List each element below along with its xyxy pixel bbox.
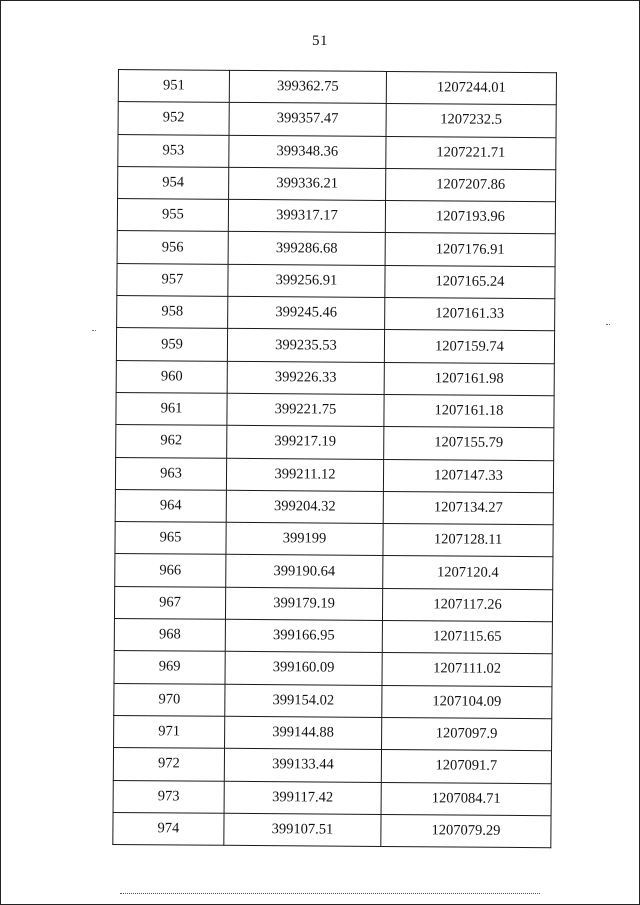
table-row: [115, 489, 553, 525]
y-coordinate-cell: 1207155.79: [384, 427, 554, 461]
x-coordinate-cell: 399154.02: [225, 684, 382, 717]
point-number-cell: 967: [114, 586, 225, 619]
table-row: [115, 522, 553, 558]
table-row: [113, 748, 551, 784]
point-number-cell: 970: [114, 683, 225, 716]
y-coordinate-cell: 1207161.98: [384, 362, 554, 396]
y-coordinate-cell: 1207117.26: [382, 588, 552, 622]
scan-speck: [606, 324, 610, 325]
bottom-scan-line: [120, 893, 540, 894]
point-number-cell: 964: [115, 489, 226, 522]
y-coordinate-cell: 1207161.33: [385, 298, 555, 332]
table-row: [118, 134, 556, 170]
y-coordinate-cell: 1207207.86: [386, 168, 556, 202]
table-row: [114, 651, 552, 687]
y-coordinate-cell: 1207147.33: [383, 459, 553, 493]
page-number: 51: [312, 33, 328, 49]
table-row: [115, 457, 553, 493]
table-row: [117, 199, 555, 235]
table-row: [117, 296, 555, 332]
table-row: [116, 392, 554, 428]
x-coordinate-cell: 399362.75: [229, 70, 386, 103]
y-coordinate-cell: 1207128.11: [383, 524, 553, 558]
x-coordinate-cell: 399336.21: [229, 167, 386, 200]
table-row: [117, 263, 555, 299]
x-coordinate-cell: 399357.47: [229, 103, 386, 136]
x-coordinate-cell: 399144.88: [225, 716, 382, 749]
coordinate-table-body: [113, 70, 557, 848]
y-coordinate-cell: 1207134.27: [383, 491, 553, 525]
x-coordinate-cell: 399133.44: [224, 749, 381, 782]
y-coordinate-cell: 1207193.96: [385, 201, 555, 235]
table-row: [118, 102, 556, 138]
y-coordinate-cell: 1207176.91: [385, 233, 555, 267]
x-coordinate-cell: 399235.53: [227, 329, 384, 362]
y-coordinate-cell: 1207244.01: [386, 71, 556, 105]
table-row: [118, 166, 556, 202]
point-number-cell: 952: [118, 102, 229, 135]
coordinate-table: [112, 69, 557, 848]
table-row: [116, 425, 554, 461]
x-coordinate-cell: 399107.51: [224, 813, 381, 846]
table-row: [114, 619, 552, 655]
point-number-cell: 959: [116, 328, 227, 361]
y-coordinate-cell: 1207120.4: [383, 556, 553, 590]
x-coordinate-cell: 399166.95: [225, 619, 382, 652]
point-number-cell: 973: [113, 780, 224, 813]
x-coordinate-cell: 399245.46: [228, 296, 385, 329]
x-coordinate-cell: 399256.91: [228, 264, 385, 297]
table-row: [114, 715, 552, 751]
y-coordinate-cell: 1207115.65: [382, 621, 552, 655]
x-coordinate-cell: 399348.36: [229, 135, 386, 168]
y-coordinate-cell: 1207104.09: [382, 685, 552, 719]
y-coordinate-cell: 1207097.9: [382, 717, 552, 751]
x-coordinate-cell: 399221.75: [227, 393, 384, 426]
y-coordinate-cell: 1207232.5: [386, 104, 556, 138]
point-number-cell: 951: [118, 70, 229, 103]
point-number-cell: 965: [115, 522, 226, 555]
point-number-cell: 968: [114, 619, 225, 652]
point-number-cell: 963: [115, 457, 226, 490]
y-coordinate-cell: 1207079.29: [381, 814, 551, 848]
table-row: [113, 812, 551, 848]
y-coordinate-cell: 1207159.74: [384, 330, 554, 364]
x-coordinate-cell: 399179.19: [225, 587, 382, 620]
table-row: [117, 231, 555, 267]
point-number-cell: 971: [114, 715, 225, 748]
y-coordinate-cell: 1207221.71: [386, 136, 556, 170]
table-row: [114, 586, 552, 622]
y-coordinate-cell: 1207165.24: [385, 265, 555, 299]
x-coordinate-cell: 399317.17: [228, 200, 385, 233]
x-coordinate-cell: 399211.12: [226, 458, 383, 491]
point-number-cell: 954: [118, 166, 229, 199]
point-number-cell: 956: [117, 231, 228, 264]
point-number-cell: 974: [113, 812, 224, 845]
y-coordinate-cell: 1207111.02: [382, 653, 552, 687]
x-coordinate-cell: 399160.09: [225, 652, 382, 685]
table-row: [113, 780, 551, 816]
x-coordinate-cell: 399226.33: [227, 361, 384, 394]
point-number-cell: 953: [118, 134, 229, 167]
point-number-cell: 957: [117, 263, 228, 296]
x-coordinate-cell: 399190.64: [226, 555, 383, 588]
x-coordinate-cell: 399217.19: [227, 426, 384, 459]
table-row: [118, 70, 556, 106]
y-coordinate-cell: 1207091.7: [381, 750, 551, 784]
y-coordinate-cell: 1207161.18: [384, 394, 554, 428]
point-number-cell: 955: [117, 199, 228, 232]
x-coordinate-cell: 399286.68: [228, 232, 385, 265]
point-number-cell: 966: [115, 554, 226, 587]
x-coordinate-cell: 399117.42: [224, 781, 381, 814]
point-number-cell: 972: [113, 748, 224, 781]
y-coordinate-cell: 1207084.71: [381, 782, 551, 816]
x-coordinate-cell: 399204.32: [226, 490, 383, 523]
x-coordinate-cell: 399199: [226, 522, 383, 555]
scan-speck: [92, 330, 96, 331]
point-number-cell: 969: [114, 651, 225, 684]
table-row: [116, 328, 554, 364]
coordinate-table-container: [112, 69, 556, 848]
table-row: [115, 554, 553, 590]
point-number-cell: 962: [116, 425, 227, 458]
table-row: [114, 683, 552, 719]
table-row: [116, 360, 554, 396]
point-number-cell: 958: [117, 296, 228, 329]
point-number-cell: 961: [116, 392, 227, 425]
point-number-cell: 960: [116, 360, 227, 393]
